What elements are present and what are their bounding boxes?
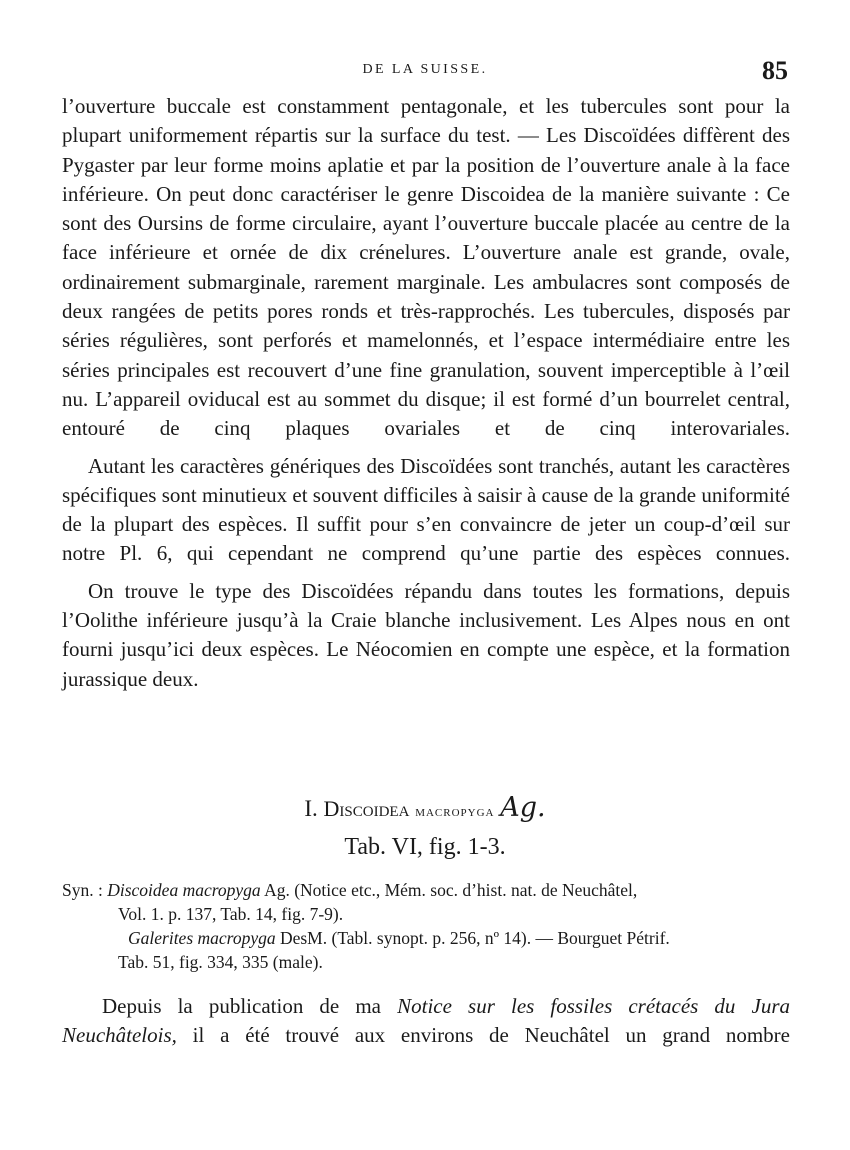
final-line xyxy=(62,1021,790,1050)
species-heading xyxy=(0,792,850,823)
synonymy-line: Tab. 51, fig. 334, 335 (male). xyxy=(118,952,323,972)
page-number: 85 xyxy=(762,56,788,85)
synonymy-line xyxy=(62,926,792,950)
paragraph-genus-description: l’ouverture buccale est constamment pentagonale, et les tubercules sont pour la plupart uniformement répartis sur la surface du test. — Les Discoïdées diffèrent des Pygaster par leur forme moins aplatie et par la position de l’ouverture anale à la face inférieure. On peut donc caractériser le genre Discoidea de la manière suivante : Ce sont des Oursins de forme circulaire, ayant l’ouverture buccale placée au centre de la face inférieure et ornée de dix crénelures. L’ouverture anale est grande, ovale, ordinairement submarginale, rarement marginale. Les ambulacres sont composés de deux rangées de petits pores ronds et très-rapprochés. Les tubercules, disposés par séries régulières, sont perforés et mamelonnés, et l’espace intermédiaire entre les séries principales est recouvert d’une fine granulation, souvent imperceptible à l’œil nu. L’appareil oviducal est au sommet du disque; il est formé d’un bourrelet central, entouré de cinq plaques ovariales et de cinq interovariales. xyxy=(62,94,790,441)
species-author: Ag. xyxy=(500,792,546,823)
page-header xyxy=(0,58,850,88)
synonym-name: Discoidea macropyga xyxy=(107,880,261,900)
final-paragraph xyxy=(62,992,790,1051)
synonymy-line: Vol. 1. p. 137, Tab. 14, fig. 7-9). xyxy=(118,904,344,924)
plate-reference: Tab. VI, fig. 1-3. xyxy=(344,834,506,860)
paragraph-specific-characters: Autant les caractères génériques des Discoïdées sont tranchés, autant les caractères spécifiques sont minutieux et souvent difficiles à saisir à cause de la grande uniformité de la plupart des espèces. Il suffit pour s’en convaincre de jeter un coup-d’œil sur notre Pl. 6, qui cependant ne comprend qu’une partie des espèces connues. xyxy=(62,453,790,566)
species-epithet: macropyga xyxy=(415,804,495,820)
synonymy-label: Syn. : xyxy=(62,880,103,900)
species-number: I. xyxy=(304,796,318,821)
work-title: Neuchâtelois, xyxy=(62,1023,177,1048)
running-head: DE LA SUISSE. xyxy=(362,62,488,77)
final-line xyxy=(62,992,790,1021)
work-title: Notice sur les fossiles crétacés du Jura xyxy=(397,994,791,1018)
synonymy-block xyxy=(62,878,792,974)
synonym-citation: DesM. (Tabl. synopt. p. 256, nº 14). — Bourguet Pétrif. xyxy=(279,928,670,948)
synonym-name: Galerites macropyga xyxy=(128,928,276,948)
synonym-citation: Ag. (Notice etc., Mém. soc. d’hist. nat. de Neuchâtel, xyxy=(264,880,638,900)
species-genus: Discoidea xyxy=(323,796,410,821)
main-text xyxy=(62,92,790,694)
paragraph-distribution: On trouve le type des Discoïdées répandu dans toutes les formations, depuis l’Oolithe inférieure jusqu’à la Craie blanche inclusivement. Les Alpes nous en ont fourni jusqu’ici deux espèces. Le Néocomien en compte une espèce, et la formation jurassique deux. xyxy=(62,578,790,691)
synonymy-line xyxy=(62,878,792,902)
final-text: Depuis la publication de ma xyxy=(102,994,382,1018)
final-text: il a été trouvé aux environs de Neuchâtel un grand nombre xyxy=(192,1023,790,1048)
